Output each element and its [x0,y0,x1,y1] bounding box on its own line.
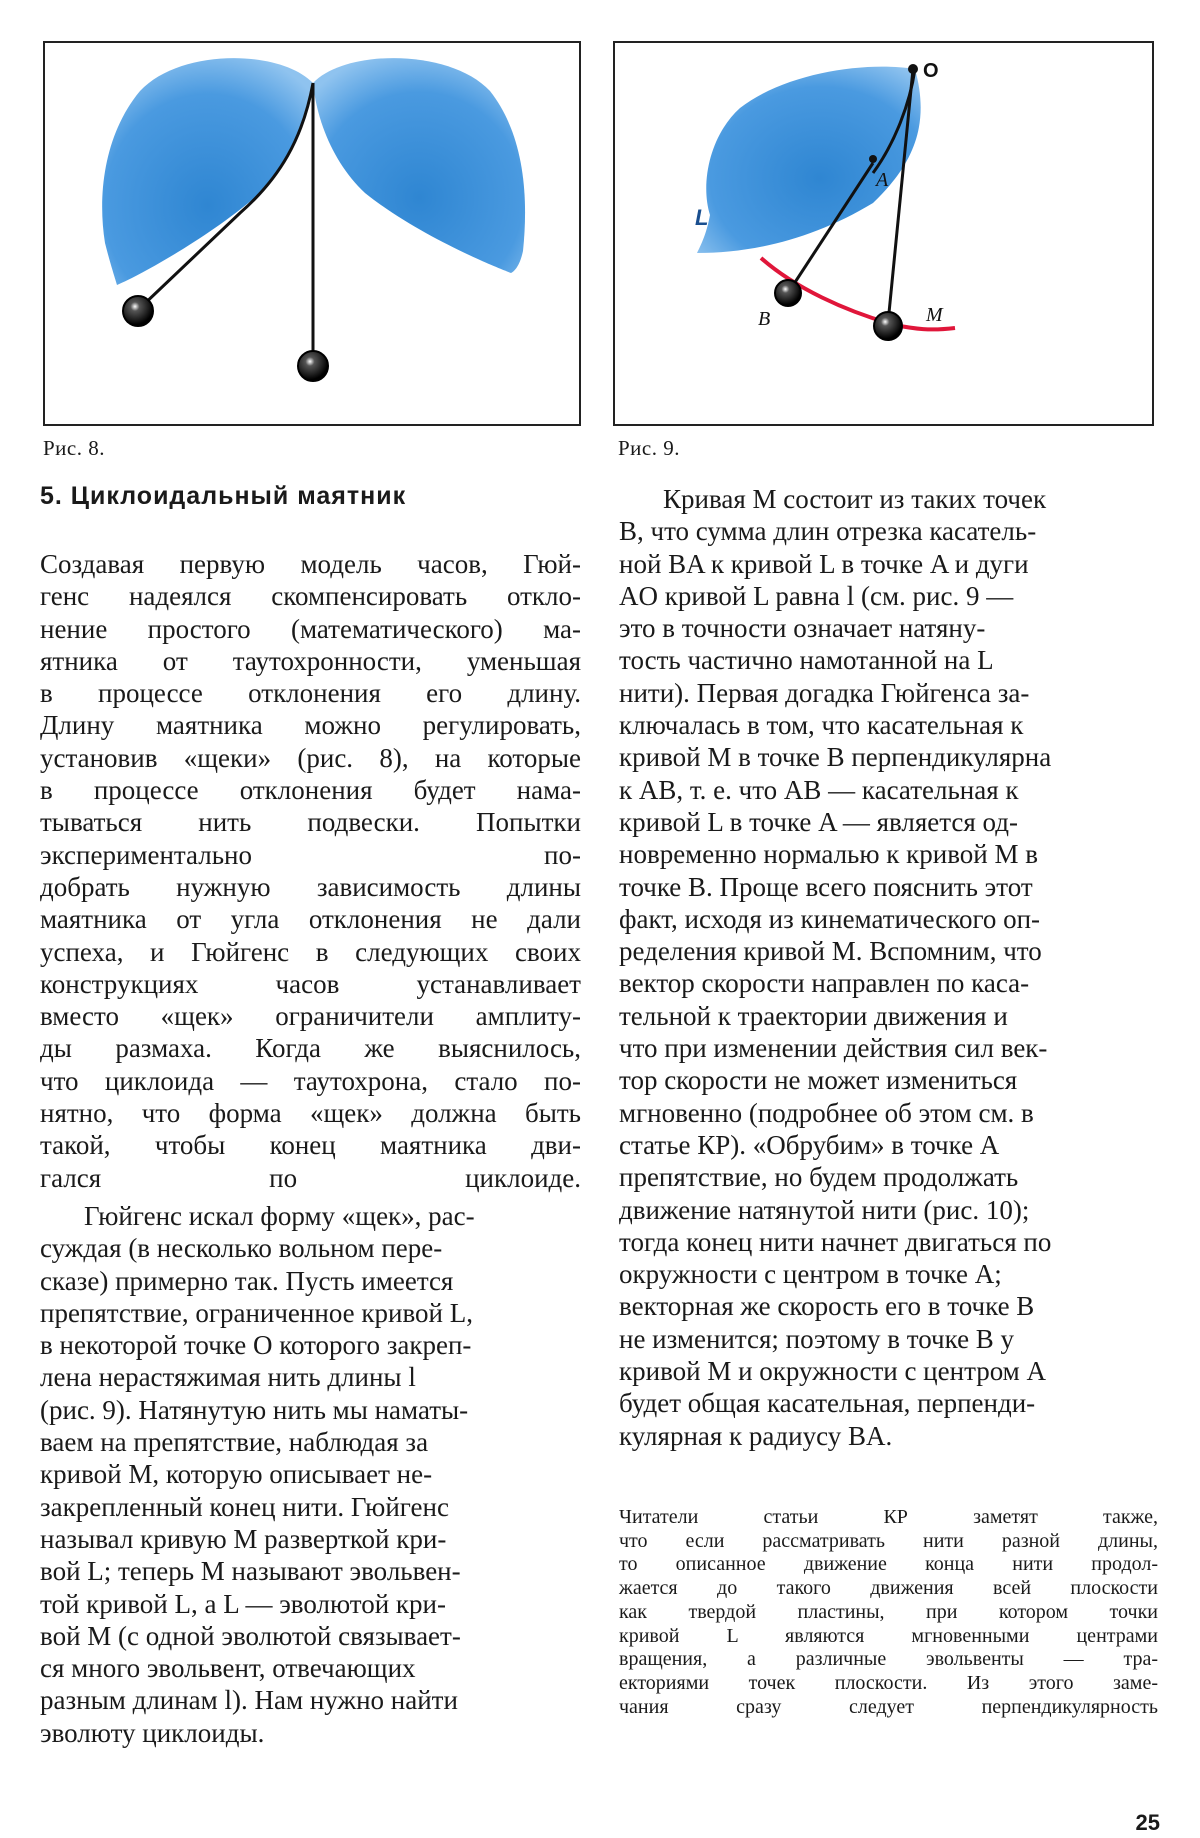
text-line: мгновенно (подробнее об этом см. в [619,1097,1034,1128]
text-line: окружности с центром в точке A; [619,1259,1002,1290]
text-line: сказе) примерно так. Пусть имеется [40,1265,454,1296]
text-line: конструкциях часов устанавливает [40,968,581,999]
text-line: ваем на препятствие, наблюдая за [40,1427,429,1458]
text-line: тываться нить подвески. Попытки [40,807,581,838]
bob-m [874,312,902,340]
label-b: B [758,308,771,330]
text-line: кривой M и окружности с центром A [619,1356,1047,1387]
text-line: в процессе отклонения будет нама- [40,775,581,806]
left-bob [123,296,153,326]
text-line: нение простого (математического) ма- [40,613,581,644]
text-line: установив «щеки» (рис. 8), на которые [40,742,581,773]
text-line: движение натянутой нити (рис. 10); [619,1194,1030,1225]
text-line: то описанное движение конца нити продол- [619,1553,1158,1576]
text-line: ся много эвольвент, отвечающих [40,1653,416,1684]
page-number: 25 [1135,1810,1160,1835]
text-line: екториями точек плоскости. Из этого заме- [619,1671,1158,1694]
text-line: что если рассматривать нити разной длины, [619,1529,1158,1552]
text-line: разным длинам l). Нам нужно найти [40,1685,458,1716]
text-line: факт, исходя из кинематического оп- [619,903,1041,934]
text-line: Длину маятника можно регулировать, [40,710,581,741]
text-line: (рис. 9). Натянутую нить мы наматы- [40,1394,469,1425]
figure-9-drawing [615,43,1152,424]
text-line: вектор скорости направлен по каса- [619,968,1030,999]
text-line: экспериментально по- [40,839,581,870]
text-line: вой L; теперь M называют эвольвен- [40,1556,461,1587]
paragraph [619,483,1158,1452]
obstacle-l [697,67,921,253]
text-line: это в точности означает натяну- [619,613,986,644]
text-line: той кривой L, а L — эволютой кри- [40,1588,446,1619]
text-line: Читатели статьи КР заметят также, [619,1506,1158,1528]
right-cheek [313,58,525,273]
right-column [619,483,1158,1452]
note-paragraph [619,1506,1158,1719]
figure-9-caption: Рис. 9. [618,436,680,460]
text-line: статье КР). «Обрубим» в точке A [619,1129,1000,1160]
text-line: вместо «щек» ограничители амплиту- [40,1001,581,1032]
text-line: кривой M, которую описывает не- [40,1459,433,1490]
text-line: эволюту циклоиды. [40,1717,265,1748]
text-line: препятствие, но будем продолжать [619,1162,1019,1193]
text-line: нити). Первая догадка Гюйгенса за- [619,677,1030,708]
text-line: препятствие, ограниченное кривой L, [40,1297,473,1328]
text-line: что циклоида — таутохрона, стало по- [40,1065,581,1096]
text-line: кривой L являются мгновенными центрами [619,1624,1158,1647]
figure-8 [43,41,581,426]
text-line: называл кривую M разверткой кри- [40,1523,447,1554]
label-a: A [876,169,889,191]
text-line: тость частично намотанной на L [619,645,994,676]
text-line: суждая (в несколько вольном пере- [40,1233,443,1264]
left-column [40,548,581,1749]
label-m: M [926,304,943,326]
text-line: кулярная к радиусу BA. [619,1420,893,1451]
label-l: L [695,205,709,230]
text-line: AO кривой L равна l (см. рис. 9 — [619,580,1014,611]
text-line: добрать нужную зависимость длины [40,871,581,902]
text-line: ятника от таутохронности, уменьшая [40,645,581,676]
text-line: Гюйгенс искал форму «щек», рас- [84,1200,475,1231]
text-line: что при изменении действия сил век- [619,1033,1048,1064]
text-line: гался по циклоиде. [40,1162,581,1193]
text-line: чания сразу следует перпендикулярность [619,1695,1158,1718]
text-line: Создавая первую модель часов, Гюй- [40,549,581,579]
text-line: вой M (с одной эволютой связывает- [40,1620,461,1651]
label-o: O [923,60,939,82]
text-line: маятника от угла отклонения не дали [40,904,581,935]
text-line: тогда конец нити начнет двигаться по [619,1226,1052,1257]
text-line: не изменится; поэтому в точке B у [619,1323,1015,1354]
text-line: в некоторой точке O которого закреп- [40,1330,472,1361]
figure-8-caption: Рис. 8. [43,436,105,460]
text-line: жается до такого движения всей плоскости [619,1577,1158,1600]
text-line: ределения кривой M. Вспомним, что [619,936,1042,967]
figure-9 [613,41,1154,426]
text-line: B, что сумма длин отрезка касатель- [619,516,1037,547]
point-o [908,64,918,74]
center-bob [298,351,328,381]
text-line: векторная же скорость его в точке B [619,1291,1035,1322]
point-a [869,155,877,163]
text-line: тор скорости не может измениться [619,1065,1018,1096]
text-line: закрепленный конец нити. Гюйгенс [40,1491,449,1522]
text-line: к AB, т. е. что AB — касательная к [619,774,1019,805]
text-line: в процессе отклонения его длину. [40,678,581,709]
text-line: новременно нормалью к кривой M в [619,839,1038,870]
text-line: ключалась в том, что касательная к [619,710,1024,741]
text-line: как твердой пластины, при котором точки [619,1600,1158,1623]
text-line: нятно, что форма «щек» должна быть [40,1098,581,1129]
left-cheek [102,58,313,285]
text-line: генс надеялся скомпенсировать откло- [40,581,581,612]
paragraph [40,548,581,1194]
footnote [619,1506,1158,1719]
text-line: тельной к траектории движения и [619,1000,1008,1031]
text-line: ной BA к кривой L в точке A и дуги [619,548,1029,579]
paragraph [40,1200,581,1749]
bob-b [775,280,801,306]
text-line: будет общая касательная, перпенди- [619,1388,1036,1419]
text-line: лена нерастяжимая нить длины l [40,1362,416,1393]
figure-8-drawing [45,43,579,424]
text-line: Кривая M состоит из таких точек [663,484,1047,514]
text-line: ды размаха. Когда же выяснилось, [40,1033,581,1064]
text-line: кривой M в точке B перпендикулярна [619,742,1052,773]
text-line: вращения, а различные эвольвенты — тра- [619,1648,1158,1671]
text-line: кривой L в точке A — является од- [619,806,1019,837]
text-line: такой, чтобы конец маятника дви- [40,1130,581,1161]
text-line: успеха, и Гюйгенс в следующих своих [40,936,581,967]
text-line: точке B. Проще всего пояснить этот [619,871,1033,902]
section-heading: 5. Циклоидальный маятник [40,482,407,510]
